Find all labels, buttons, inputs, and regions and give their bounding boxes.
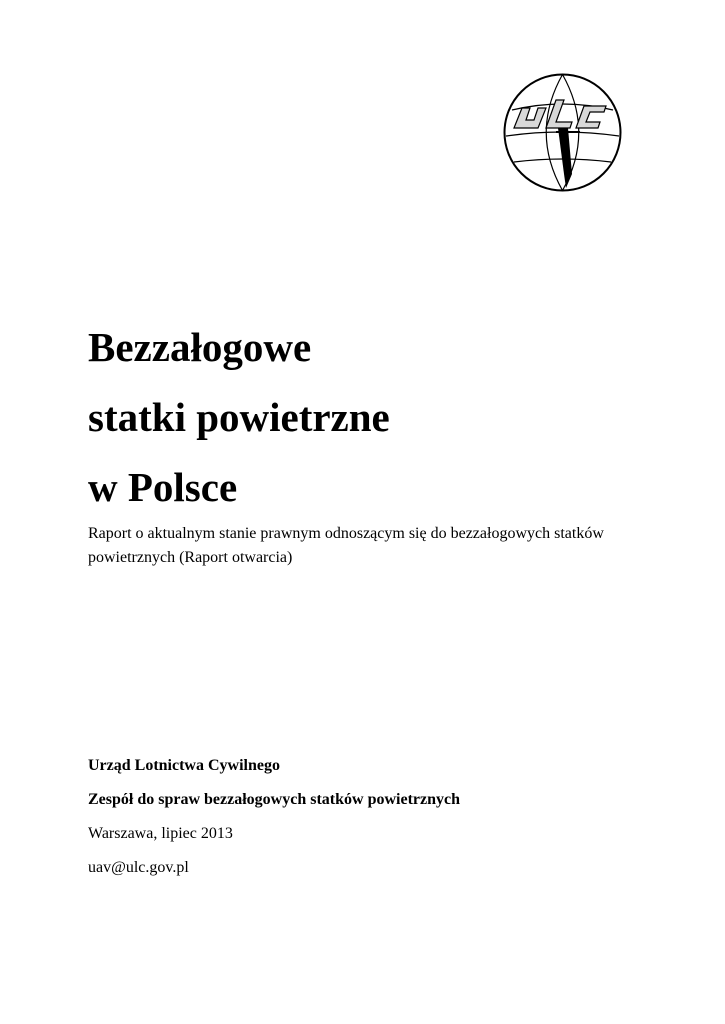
title-line-3: w Polsce [88,464,238,510]
title-line-2: statki powietrzne [88,394,390,440]
ulc-globe-logo-icon [500,70,625,195]
document-title [88,312,390,522]
place-date: Warszawa, lipiec 2013 [88,825,233,842]
title-line-1: Bezzałogowe [88,324,312,370]
institution-name: Urząd Lotnictwa Cywilnego [88,757,280,774]
document-subtitle: Raport o aktualnym stanie prawnym odnoszącym się do bezzałogowych statków powietrznych (Raport otwarcia) [88,525,604,566]
team-name: Zespół do spraw bezzałogowych statków powietrznych [88,791,460,808]
contact-email: uav@ulc.gov.pl [88,859,189,876]
